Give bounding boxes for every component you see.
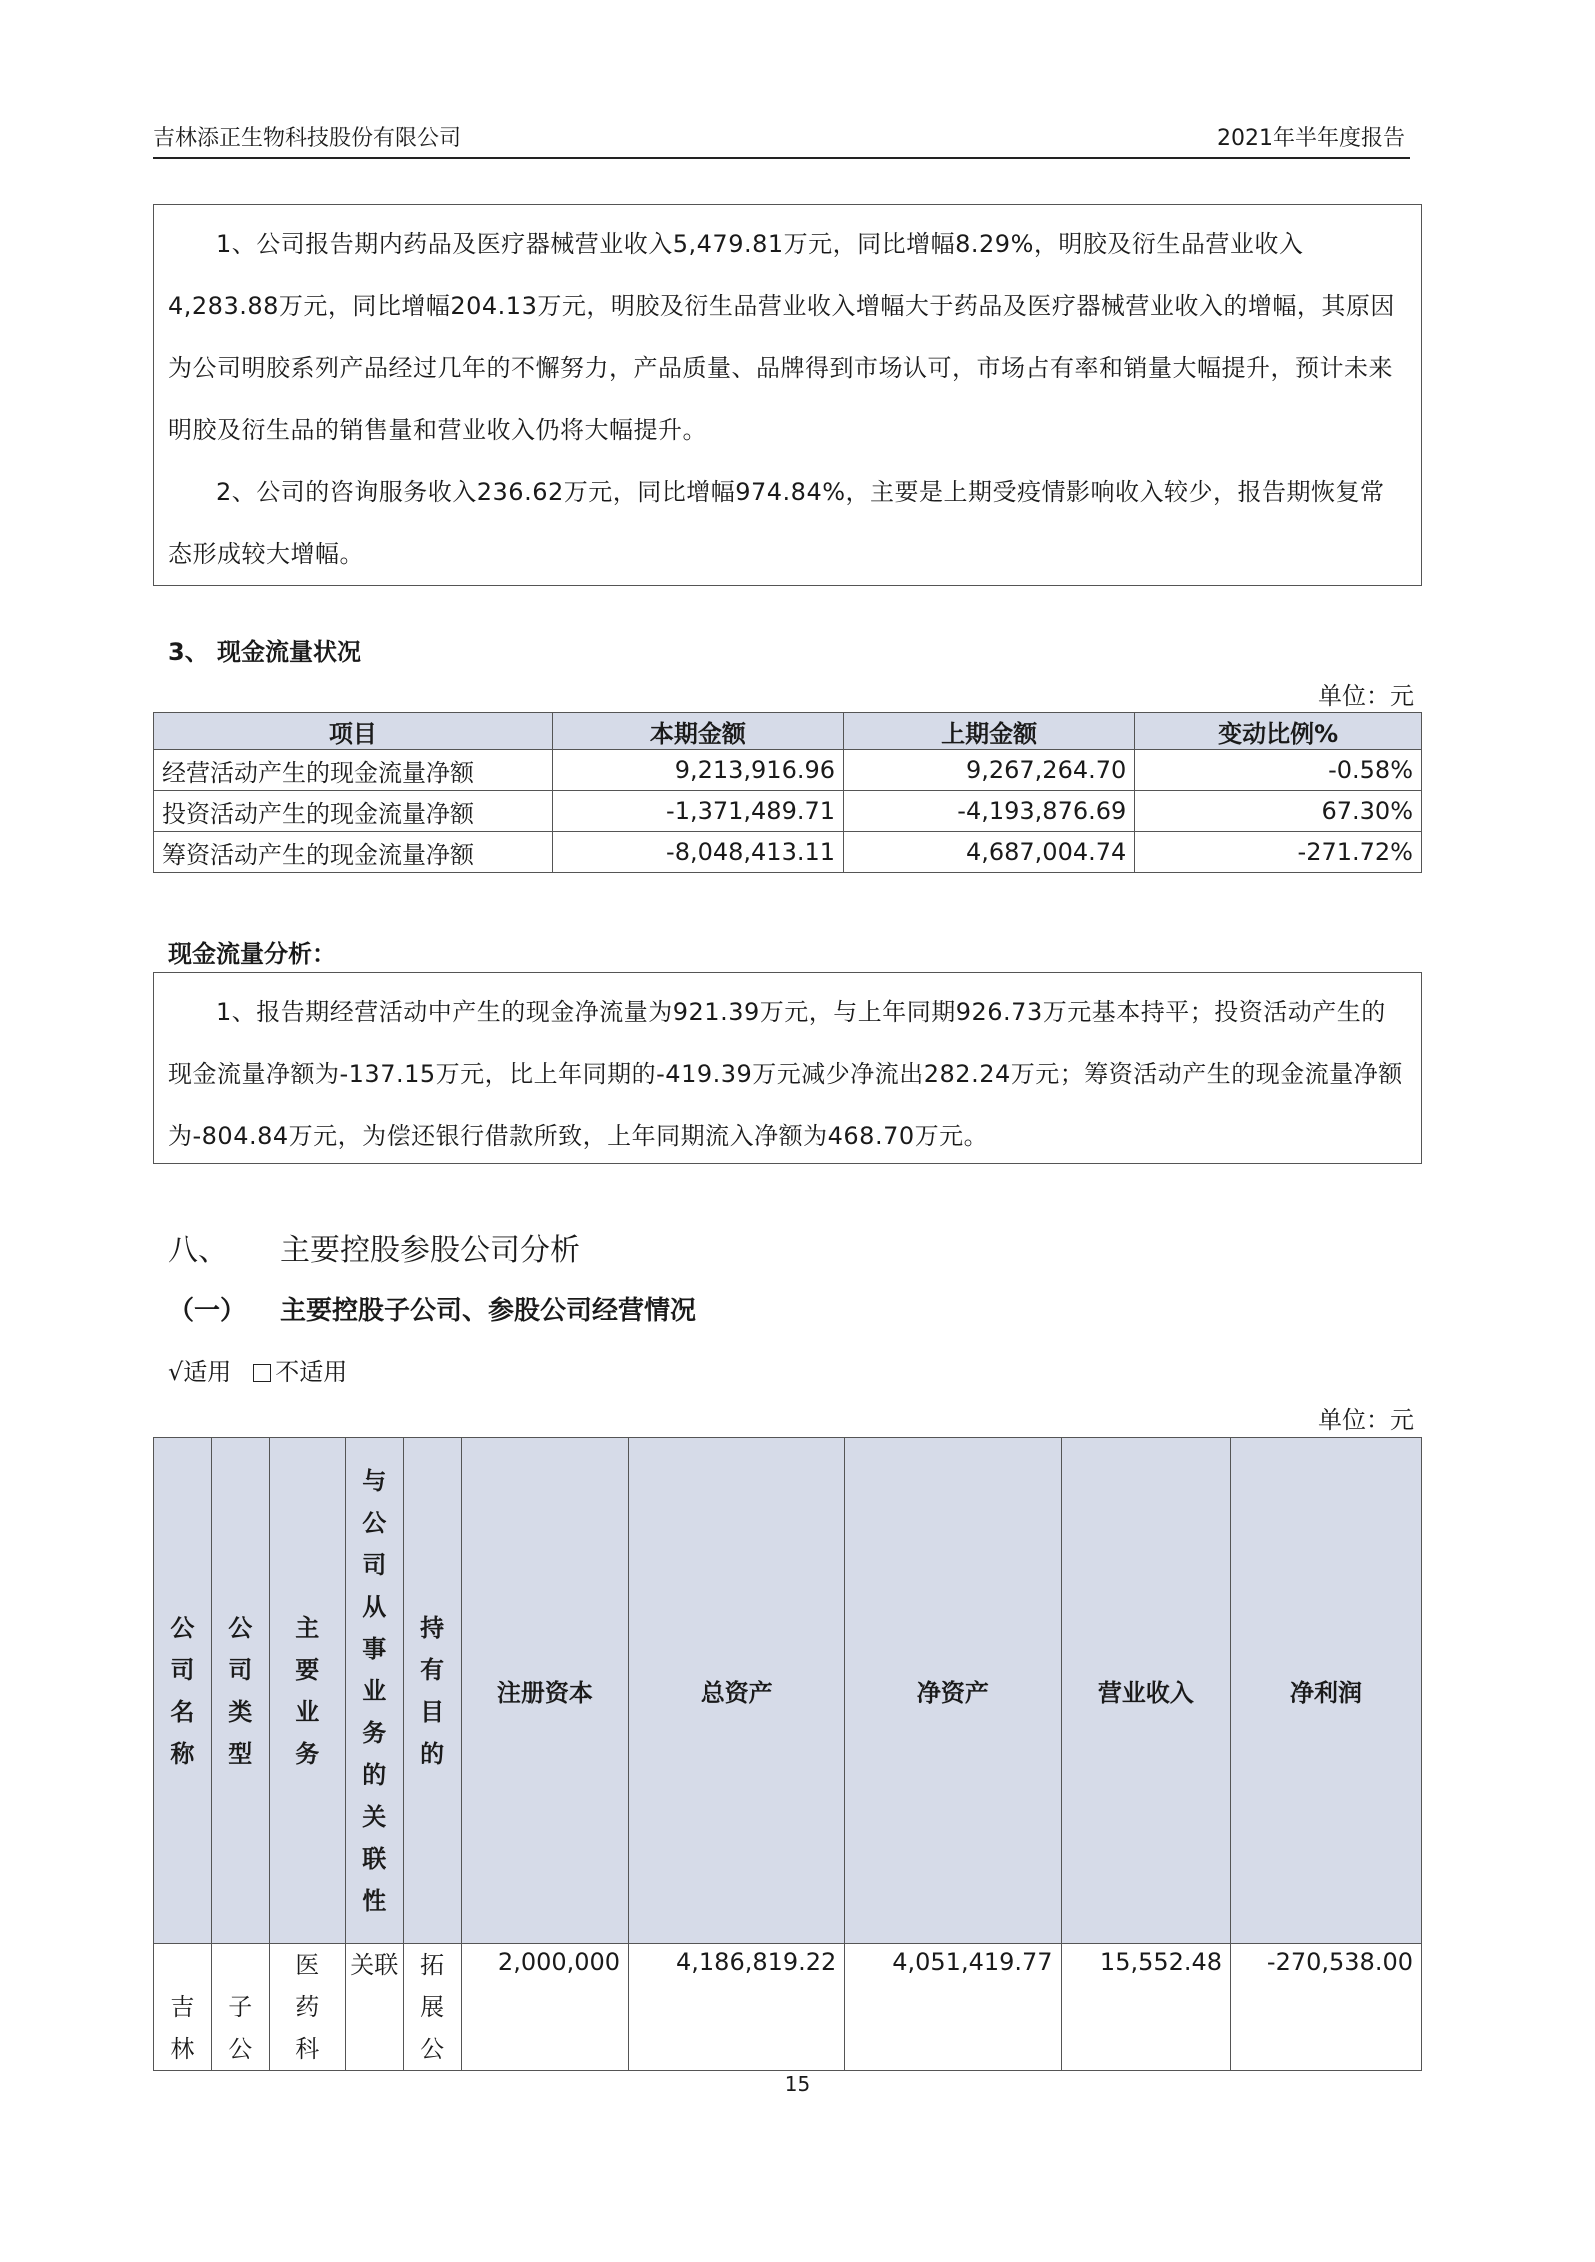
current-amount: -1,371,489.71 <box>552 791 843 832</box>
change-ratio: 67.30% <box>1135 791 1422 832</box>
cash-flow-analysis-heading: 现金流量分析： <box>168 940 336 968</box>
column-header: 总资产 <box>629 1438 845 1944</box>
column-header: 本期金额 <box>552 713 843 750</box>
header-divider <box>153 157 1410 159</box>
table-row <box>154 832 1422 873</box>
table-row <box>154 791 1422 832</box>
revenue-paragraph-1: 1、公司报告期内药品及医疗器械营业收入5,479.81万元，同比增幅8.29%，明胶及衍生品营业收入4,283.88万元，同比增幅204.13万元，明胶及衍生品营业收入增幅大于药品及医疗器械营业收入的增幅，其原因为公司明胶系列产品经过几年的不懈努力，产品质量、品牌得到市场认可，市场占有率和销量大幅提升，预计未来明胶及衍生品的销售量和营业收入仍将大幅提升。 <box>168 230 1395 444</box>
cash-flow-analysis-paragraph: 1、报告期经营活动中产生的现金净流量为921.39万元，与上年同期926.73万元基本持平；投资活动产生的现金流量净额为-137.15万元，比上年同期的-419.39万元减少净流出282.24万元；筹资活动产生的现金流量净额为-804.84万元，为偿还银行借款所致，上年同期流入净额为468.70万元。 <box>168 998 1403 1150</box>
column-header: 营业收入 <box>1061 1438 1231 1944</box>
page-number: 15 <box>784 2072 811 2096</box>
column-header: 持有目的 <box>420 1613 445 1768</box>
cash-flow-table <box>153 712 1422 873</box>
column-header: 净利润 <box>1231 1438 1422 1944</box>
net-profit: -270,538.00 <box>1231 1944 1422 2071</box>
table-row <box>154 750 1422 791</box>
holding-purpose: 拓展公 <box>420 1951 445 2063</box>
column-header: 公司类型 <box>228 1613 253 1768</box>
applicable-option: √适用 <box>168 1358 232 1386</box>
table-header-row <box>154 1438 1422 1944</box>
column-header: 与公司从事业务的关联性 <box>362 1466 387 1915</box>
net-assets: 4,051,419.77 <box>845 1944 1061 2071</box>
prior-amount: -4,193,876.69 <box>844 791 1135 832</box>
subsidiary-unit: 单位：元 <box>1318 1406 1414 1434</box>
column-header: 公司名称 <box>170 1613 195 1768</box>
registered-capital: 2,000,000 <box>461 1944 629 2071</box>
header-report-title: 2021年半年度报告 <box>1217 126 1405 151</box>
column-header: 上期金额 <box>844 713 1135 750</box>
applicability-options <box>168 1352 347 1387</box>
company-type: 子公 <box>228 1993 253 2063</box>
cash-flow-heading: 3、 现金流量状况 <box>168 638 362 666</box>
cash-flow-unit: 单位：元 <box>1318 682 1414 710</box>
column-header: 注册资本 <box>461 1438 629 1944</box>
row-label: 经营活动产生的现金流量净额 <box>154 750 553 791</box>
table-header-row <box>154 713 1422 750</box>
row-label: 投资活动产生的现金流量净额 <box>154 791 553 832</box>
business-relation: 关联 <box>350 1951 399 1979</box>
column-header: 项目 <box>154 713 553 750</box>
revenue-paragraph-2: 2、公司的咨询服务收入236.62万元，同比增幅974.84%，主要是上期受疫情影响收入较少，报告期恢复常态形成较大增幅。 <box>168 478 1385 568</box>
subsidiary-table <box>153 1437 1422 2071</box>
section-number: 八、 <box>168 1233 228 1268</box>
revenue-analysis-box <box>153 204 1422 586</box>
current-amount: -8,048,413.11 <box>552 832 843 873</box>
total-assets: 4,186,819.22 <box>629 1944 845 2071</box>
table-row <box>154 1944 1422 2071</box>
header-company: 吉林添正生物科技股份有限公司 <box>153 126 462 151</box>
change-ratio: -271.72% <box>1135 832 1422 873</box>
change-ratio: -0.58% <box>1135 750 1422 791</box>
subsection-number: （一） <box>168 1296 247 1326</box>
company-name: 吉林 <box>170 1993 195 2063</box>
column-header: 变动比例% <box>1135 713 1422 750</box>
prior-amount: 4,687,004.74 <box>844 832 1135 873</box>
subsection-title: 主要控股子公司、参股公司经营情况 <box>280 1296 697 1326</box>
cash-flow-analysis-box <box>153 972 1422 1164</box>
prior-amount: 9,267,264.70 <box>844 750 1135 791</box>
not-applicable-option: 不适用 <box>275 1358 348 1386</box>
section-title: 主要控股参股公司分析 <box>280 1233 580 1268</box>
revenue: 15,552.48 <box>1061 1944 1231 2071</box>
row-label: 筹资活动产生的现金流量净额 <box>154 832 553 873</box>
main-business: 医药科 <box>295 1951 320 2063</box>
column-header: 主要业务 <box>295 1613 320 1768</box>
checkbox-icon <box>253 1364 271 1382</box>
column-header: 净资产 <box>845 1438 1061 1944</box>
current-amount: 9,213,916.96 <box>552 750 843 791</box>
